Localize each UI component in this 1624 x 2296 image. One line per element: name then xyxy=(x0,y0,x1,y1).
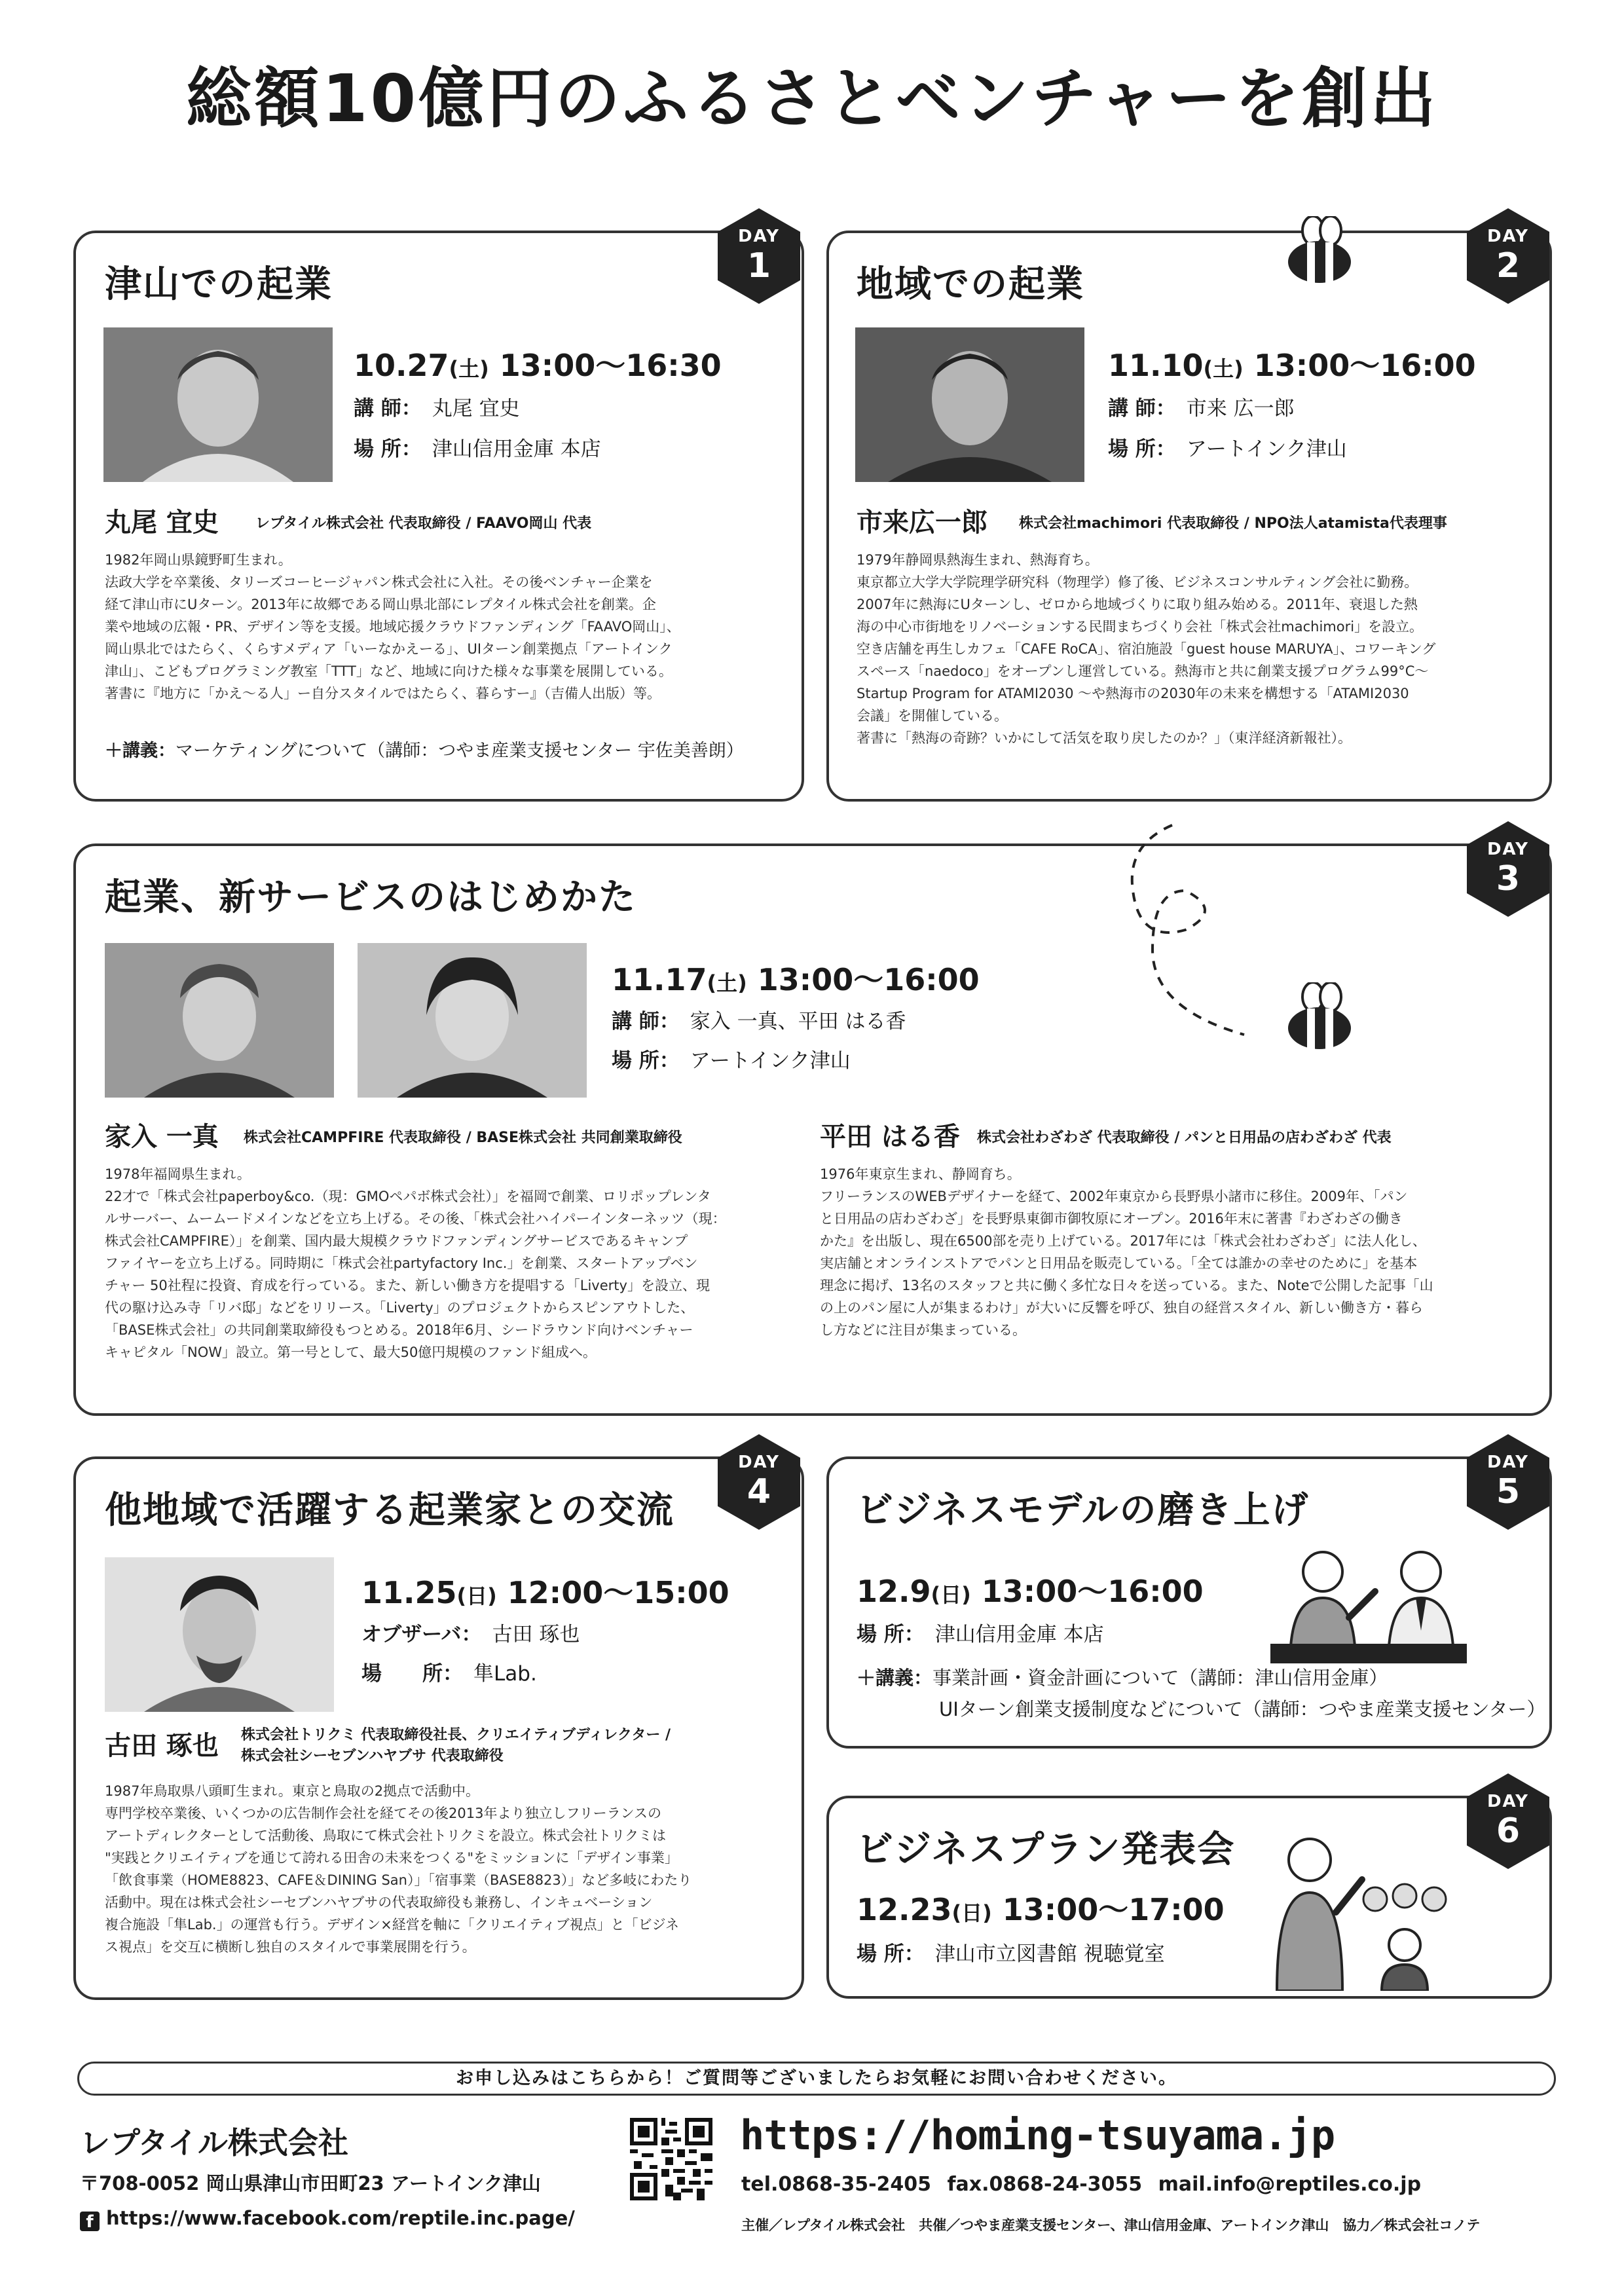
day1-heading: 津山での起業 xyxy=(105,263,333,306)
facebook-icon: f xyxy=(80,2212,100,2231)
day6-heading: ビジネスプラン発表会 xyxy=(857,1828,1236,1871)
day4-speaker-name: 古田 琢也 xyxy=(105,1731,219,1761)
day2-place: 場 所： アートインク津山 xyxy=(1108,437,1347,461)
day3-speaker-photo-2 xyxy=(358,943,587,1098)
day2-datetime: 11.10(土) 13:00〜16:00 xyxy=(1108,348,1476,383)
company-address: 〒708-0052 岡山県津山市田町23 アートインク津山 xyxy=(80,2172,541,2194)
qr-code[interactable] xyxy=(630,2118,712,2200)
day5-badge: DAY 5 xyxy=(1467,1434,1549,1530)
day1-datetime: 10.27(土) 13:00〜16:30 xyxy=(354,348,722,383)
day3-speaker-photo-1 xyxy=(105,943,334,1098)
day3-speaker1-title: 株式会社CAMPFIRE 代表取締役 / BASE株式会社 共同創業取締役 xyxy=(244,1130,682,1146)
day1-place: 場 所： 津山信用金庫 本店 xyxy=(354,437,601,461)
day2-bio: 1979年静岡県熱海生まれ、熱海育ち。 東京都立大学大学院理学研究科（物理学）修了後、ビジネスコンサルティング会社に勤務。 2007年に熱海にUターンし、ゼロから地域づくりに取り組み始める。2011年、衰退した熱 海の中心市街地をリノベーションする民間まちづくり会社「株式会社machimori」を設立。 空き店舗を再生しカフェ「CAFE RoCA」、宿泊施設「guest house MARUYA」、コワーキング スペース「naedoco」をオープンし運営している。熱海市と共に創業支援プログラム99°C〜 Startup Program for ATAMI2030 〜や熱海市の2030年の未来を構想する「ATAMI2030 会議」を開催している。 著書に「熱海の奇跡？いかにして活気を取り戻したのか？」（東洋経済新報社）。 xyxy=(857,552,1436,746)
day4-observer: オブザーバ： 古田 琢也 xyxy=(361,1623,580,1646)
day3-speaker2-title: 株式会社わざわざ 代表取締役 / パンと日用品の店わざわざ 代表 xyxy=(977,1130,1392,1146)
day4-speaker-photo xyxy=(105,1557,334,1712)
presentation-illustration xyxy=(1264,1827,1460,1993)
day2-badge: DAY 2 xyxy=(1467,208,1549,304)
day2-speaker-photo xyxy=(855,327,1084,482)
day5-datetime: 12.9(日) 13:00〜16:00 xyxy=(857,1574,1204,1609)
day2-speaker-name: 市来広一郎 xyxy=(857,508,987,538)
bee-icon xyxy=(1277,216,1362,291)
contact-numbers: tel.0868-35-2405 fax.0868-24-3055 mail.info@reptiles.co.jp xyxy=(741,2173,1422,2196)
day3-speaker2-name: 平田 はる香 xyxy=(820,1122,960,1152)
website-link[interactable]: https://homing-tsuyama.jp xyxy=(740,2111,1335,2159)
day4-badge: DAY 4 xyxy=(718,1434,800,1530)
email-link[interactable]: mail.info@reptiles.co.jp xyxy=(1158,2173,1422,2196)
facebook-link[interactable]: f https://www.facebook.com/reptile.inc.page/ xyxy=(80,2207,575,2231)
day6-badge: DAY 6 xyxy=(1467,1773,1549,1869)
day4-speaker-title-1: 株式会社トリクミ 代表取締役社長、クリエイティブディレクター / xyxy=(241,1727,671,1743)
day3-speaker1-bio: 1978年福岡県生まれ。 22才で「株式会社paperboy&co.（現：GMOペパボ株式会社）」を福岡で創業、ロリポップレンタ ルサーバー、ムームードメインなどを立ち上げる。その後、「株式会社ハイパーインターネッツ（現： 株式会社CAMPFIRE）」を創業、国内最大規模クラウドファンディングサービスであるキャンプ ファイヤーを立ち上げる。同時期に「株式会社partyfactory Inc.」を創業、スタートアップベン チャー 50社程に投資、育成を行っている。また、新しい働き方を提唱する「Liverty」を設立、現 代の駆け込み寺「リバ邸」などをリリース。「Liverty」のプロジェクトからスピンアウトした、 「BASE株式会社」の共同創業取締役もつとめる。2018年6月、シードラウンド向けベンチャー キャピタル「NOW」設立。第一号として、最大50億円規模のファンド組成へ。 xyxy=(105,1166,726,1360)
day5-lecture-1: ＋講義：事業計画・資金計画について（講師：津山信用金庫） xyxy=(857,1667,1388,1689)
day4-heading: 他地域で活躍する起業家との交流 xyxy=(105,1489,674,1532)
day1-lecturer: 講 師： 丸尾 宜史 xyxy=(354,397,520,420)
day6-place: 場 所： 津山市立図書館 視聴覚室 xyxy=(857,1942,1165,1966)
meeting-illustration xyxy=(1264,1546,1473,1666)
day4-speaker-title-2: 株式会社シーセブンハヤブサ 代表取締役 xyxy=(241,1748,504,1764)
day1-speaker-name: 丸尾 宜史 xyxy=(105,508,219,538)
day4-bio: 1987年鳥取県八頭町生まれ。東京と鳥取の2拠点で活動中。 専門学校卒業後、いくつかの広告制作会社を経てその後2013年より独立しフリーランスの アートディレクターとして活動後、鳥取にて株式会社トリクミを設立。株式会社トリクミは "実践とクリエイティブを通じて誇れる田舎の未来をつくる"をミッションに「デザイン事業」 「飲食事業（HOME8823、CAFE＆DINING San）」「宿事業（BASE8823）」など多岐にわたり 活動中。現在は株式会社シーセブンハヤブサの代表取締役も兼務し、インキュベーション 複合施設「隼Lab.」の運営も行う。デザイン×経営を軸に「クリエイティブ視点」と「ビジネ ス視点」を交互に横断し独自のスタイルで事業展開を行う。 xyxy=(105,1783,692,1955)
day4-place: 場 所： 隼Lab. xyxy=(361,1662,537,1686)
day2-speaker-title: 株式会社machimori 代表取締役 / NPO法人atamista代表理事 xyxy=(1019,515,1447,532)
day1-badge: DAY 1 xyxy=(718,208,800,304)
day3-place: 場 所： アートインク津山 xyxy=(612,1049,851,1073)
day1-bio: 1982年岡山県鏡野町生まれ。 法政大学を卒業後、タリーズコーヒージャパン株式会社に入社。その後ベンチャー企業を 経て津山市にUターン。2013年に故郷である岡山県北部にレプタイル株式会社を創業。企 業や地域の広報・PR、デザイン等を支援。地域応援クラウドファンディング「FAAVO岡山」、 岡山県北ではたらく、くらすメディア「いーなかえーる」、UIターン創業拠点「アートインク 津山」、こどもプログラミング教室「TTT」など、地域に向けた様々な事業を展開している。 著書に『地方に「かえ〜る人」ー自分スタイルではたらく、暮らすー』（吉備人出版）等。 xyxy=(105,552,680,701)
company-name: レプタイル株式会社 xyxy=(80,2125,348,2160)
day5-place: 場 所： 津山信用金庫 本店 xyxy=(857,1623,1104,1646)
day3-speaker2-bio: 1976年東京生まれ、静岡育ち。 フリーランスのWEBデザイナーを経て、2002年東京から長野県小諸市に移住。2009年、「パン と日用品の店わざわざ」を長野県東御市御牧原にオープン。2016年末に著書『わざわざの働き かた』を出版し、現在6500部を売り上げている。2017年には「株式会社わざわざ」に法人化し、 実店舗とオンラインストアでパンと日用品を販売している。「全ては誰かの幸せのために」を基本 理念に掲げ、13名のスタッフと共に働く多忙な日々を送っている。また、Noteで公開した記事「山 の上のパン屋に人が集まるわけ」が大いに反響を呼び、独自の経営スタイル、新しい働き方・暮ら し方などに注目が集まっている。 xyxy=(820,1166,1433,1338)
day4-datetime: 11.25(日) 12:00〜15:00 xyxy=(361,1575,729,1610)
day1-speaker-title: レプタイル株式会社 代表取締役 / FAAVO岡山 代表 xyxy=(255,515,592,532)
day3-badge: DAY 3 xyxy=(1467,821,1549,917)
day2-heading: 地域での起業 xyxy=(857,263,1084,306)
page-title: 総額10億円のふるさとベンチャーを創出 xyxy=(185,60,1439,137)
day5-lecture-2: UIターン創業支援制度などについて（講師：つやま産業支援センター） xyxy=(939,1698,1546,1720)
day2-lecturer: 講 師： 市来 広一郎 xyxy=(1108,397,1295,420)
day1-lecture: ＋講義：マーケティングについて（講師：つやま産業支援センター 宇佐美善朗） xyxy=(105,741,744,761)
day6-datetime: 12.23(日) 13:00〜17:00 xyxy=(857,1892,1225,1927)
organizer-credits: 主催／レプタイル株式会社 共催／つやま産業支援センター、津山信用金庫、アートインク津山 協力／株式会社コノテ xyxy=(741,2217,1481,2233)
day3-lecturer: 講 師： 家入 一真、平田 はる香 xyxy=(612,1010,906,1033)
contact-message: お申し込みはこちらから！ご質問等ございましたらお気軽にお問い合わせください。 xyxy=(77,2062,1556,2096)
bee-icon xyxy=(1277,982,1362,1057)
day5-heading: ビジネスモデルの磨き上げ xyxy=(857,1489,1310,1532)
day3-heading: 起業、新サービスのはじめかた xyxy=(105,876,637,919)
day1-speaker-photo xyxy=(103,327,333,482)
day3-datetime: 11.17(土) 13:00〜16:00 xyxy=(612,962,980,997)
day3-speaker1-name: 家入 一真 xyxy=(105,1122,219,1152)
